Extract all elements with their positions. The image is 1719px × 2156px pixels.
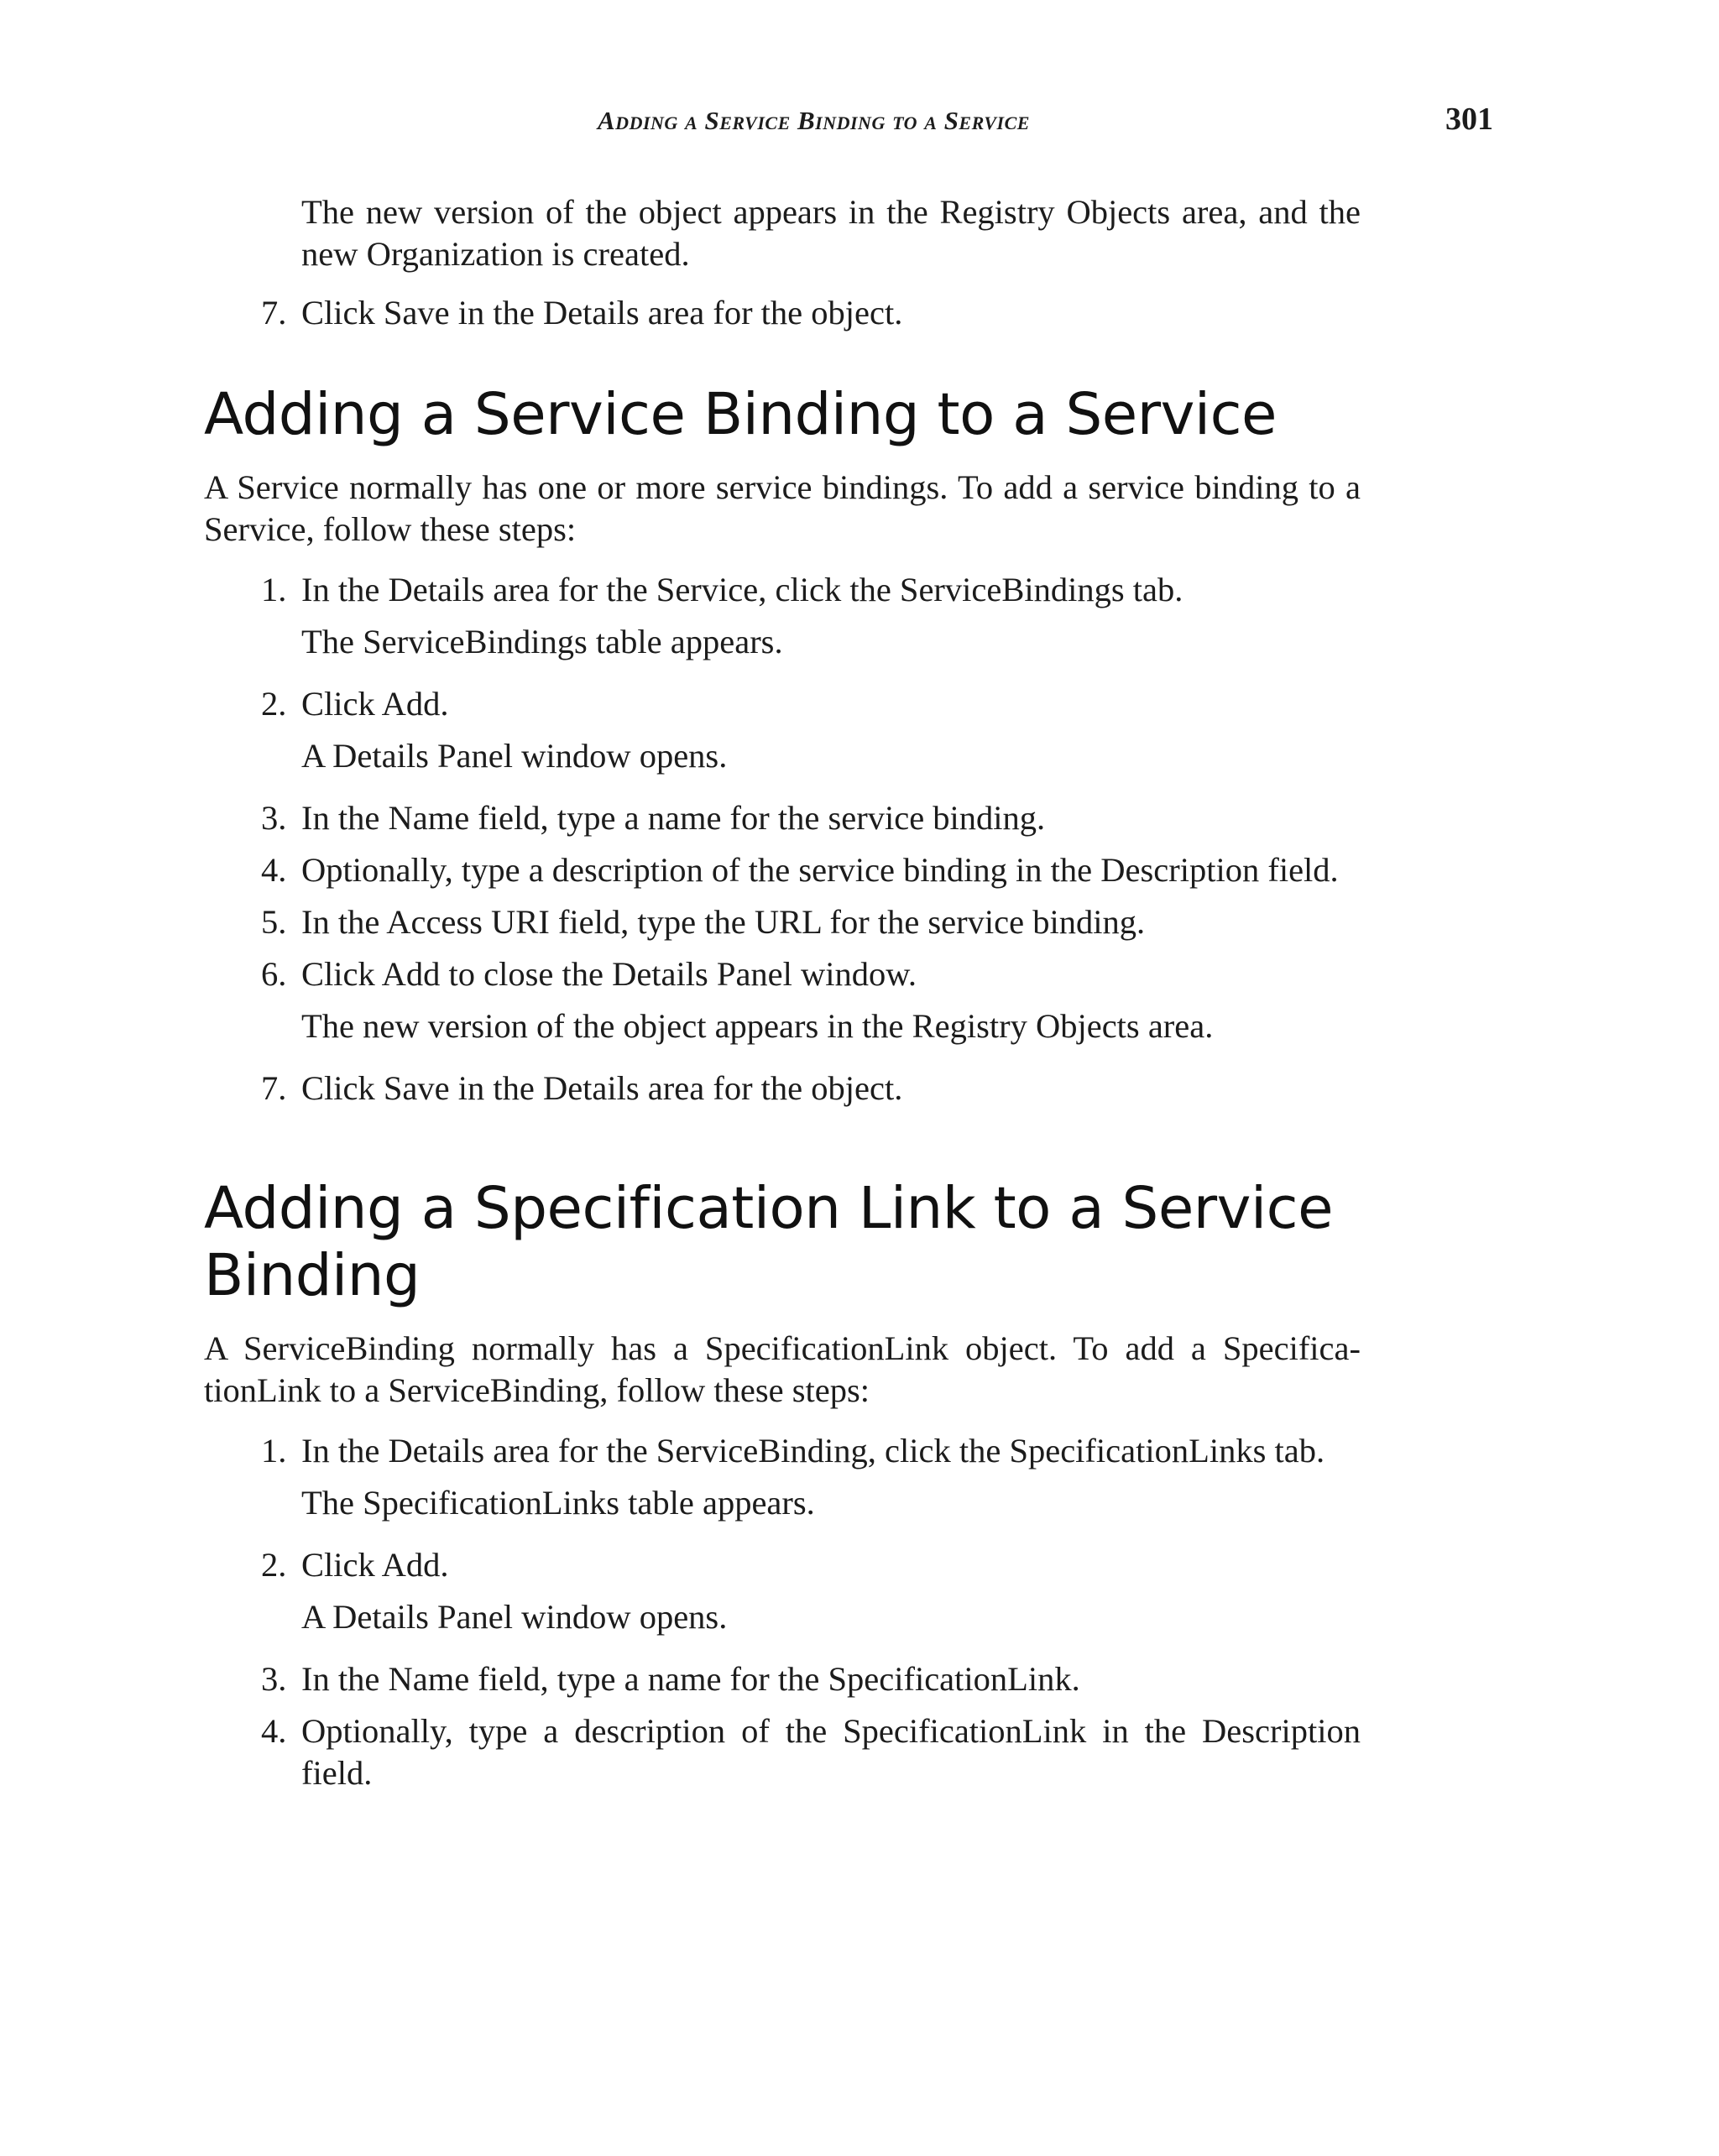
step-result-note: A Details Panel window opens. (301, 1598, 728, 1636)
list-spacer (204, 1638, 1361, 1658)
step-text: Click Add. (301, 1546, 449, 1584)
step-list (204, 569, 1361, 1109)
list-spacer (204, 891, 1361, 901)
step-result-note: The ServiceBindings table appears. (301, 623, 783, 660)
section-intro-paragraph: A Service normally has one or more service bindings. To add a service binding to a Service, follow these steps: (204, 468, 1361, 548)
step-result-note: The new version of the object appears in the Registry Objects area. (301, 1007, 1214, 1045)
step-item (204, 683, 1361, 777)
step-item (204, 292, 1361, 334)
step-text: In the Name field, type a name for the service binding. (301, 799, 1046, 837)
running-head (0, 101, 1719, 143)
step-item (204, 1544, 1361, 1638)
step-number: 3. (261, 1660, 287, 1698)
list-spacer (204, 839, 1361, 849)
list-spacer (204, 1700, 1361, 1710)
list-spacer (204, 777, 1361, 797)
step-number: 1. (261, 571, 287, 608)
step-item (204, 849, 1361, 891)
page-number: 301 (1445, 102, 1493, 137)
section-heading-service-binding: Adding a Service Binding to a Service (204, 381, 1277, 448)
step-number: 2. (261, 685, 287, 723)
step-number: 4. (261, 1712, 287, 1750)
step-list (204, 1430, 1361, 1794)
step-text: Click Add. (301, 685, 449, 723)
step-number: 6. (261, 955, 287, 993)
step-text: Click Save in the Details area for the object. (301, 1069, 903, 1107)
step-number: 1. (261, 1432, 287, 1470)
step-text: In the Details area for the ServiceBinding, click the SpecificationLinks tab. (301, 1432, 1325, 1470)
step-number: 3. (261, 799, 287, 837)
step-number: 7. (261, 294, 287, 331)
page-content (204, 191, 1361, 1794)
step-text: In the Name field, type a name for the SpecificationLink. (301, 1660, 1080, 1698)
step-item (204, 569, 1361, 663)
step-result-note: A Details Panel window opens. (301, 737, 728, 775)
list-spacer (204, 1047, 1361, 1068)
step-item (204, 1710, 1361, 1794)
list-spacer (204, 663, 1361, 683)
running-title: Adding a Service Binding to a Service (598, 106, 1030, 135)
step-item (204, 1658, 1361, 1700)
step-text: Optionally, type a description of the SpecificationLink in the Description field. (301, 1712, 1361, 1792)
step-item (204, 1430, 1361, 1524)
step-item (204, 797, 1361, 839)
list-spacer (204, 1524, 1361, 1544)
section-heading-specification-link: Adding a Specification Link to a Service Binding (204, 1175, 1334, 1309)
step-result-note: The SpecificationLinks table appears. (301, 1484, 815, 1522)
step-number: 7. (261, 1069, 287, 1107)
step-number: 5. (261, 903, 287, 941)
continuation-paragraph: The new version of the object appears in the Registry Objects area, and the new Organization is created. (301, 193, 1361, 273)
step-text: In the Access URI field, type the URL for the service binding. (301, 903, 1146, 941)
step-number: 4. (261, 851, 287, 889)
section-intro-paragraph: A ServiceBinding normally has a SpecificationLink object. To add a Specifica-tionLink to a ServiceBinding, follow these steps: (204, 1329, 1361, 1409)
step-text: Click Save in the Details area for the object. (301, 294, 903, 331)
step-text: Click Add to close the Details Panel window. (301, 955, 917, 993)
step-item (204, 1068, 1361, 1109)
step-text: Optionally, type a description of the service binding in the Description field. (301, 851, 1339, 889)
step-text: In the Details area for the Service, click the ServiceBindings tab. (301, 571, 1183, 608)
step-item (204, 901, 1361, 943)
list-spacer (204, 943, 1361, 953)
step-item (204, 953, 1361, 1047)
step-number: 2. (261, 1546, 287, 1584)
